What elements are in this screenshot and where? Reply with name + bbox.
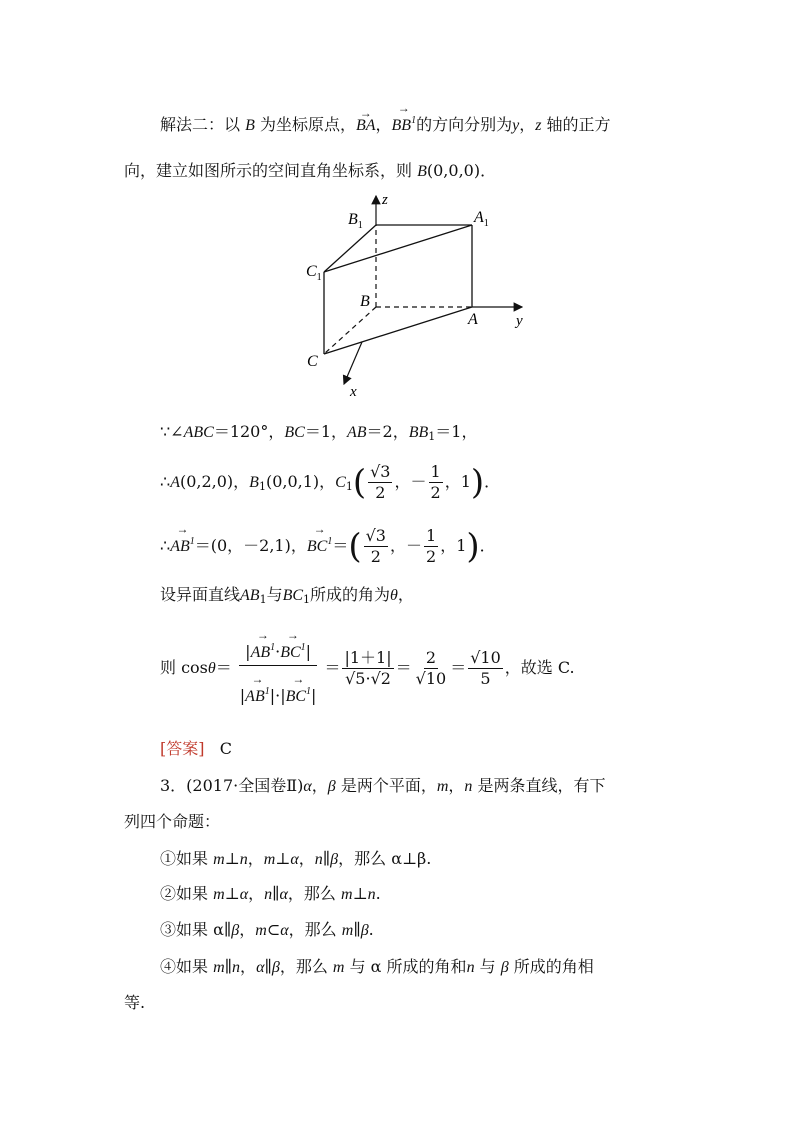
- edge-c1-b1: [324, 225, 376, 272]
- proposition-3: ③如果 α∥β，m⊂α，那么 m∥β.: [160, 920, 374, 939]
- solution-intro-line: 解法二：以 B 为坐标原点，→ BA，→ $BB^1$的方向分别为y，z 轴的正方: [160, 110, 611, 137]
- label-y: y: [516, 313, 523, 329]
- answer-value: C: [219, 739, 233, 758]
- label-x: x: [350, 384, 357, 400]
- vector-bc1: → $BC^1$: [307, 520, 332, 569]
- vector-ab1: → $AB^1$: [170, 520, 195, 569]
- question-3-line-2: 列四个命题：: [124, 812, 221, 831]
- fraction: $\frac{√3}{2}$: [370, 462, 391, 502]
- vector-bb1: → $BB^1$: [392, 110, 417, 137]
- label-a: A: [468, 311, 478, 328]
- fraction: $\frac{1}{2}$: [430, 462, 441, 502]
- given-line: ∵∠ABC＝120°，BC＝1，AB＝2，$BB_1=1$，: [160, 422, 478, 443]
- cosine-formula: 则 cosθ＝ $\frac{|\to AB^1\cdot\to BC^1|}{|\to AB^1|\cdot|\to BC^1|}$ ＝ $\frac{|1+1|}{√5\cdot√2}$ ＝ $\frac{2}{√10}$ ＝ $\frac{√10}{5}$ ，故选 C.: [160, 630, 575, 707]
- vector-ba: → BA: [356, 115, 376, 137]
- angle-definition-line: 设异面直线$AB_1$与$BC_1$所成的角为θ，: [160, 585, 414, 606]
- label-c1: $C_1$: [306, 263, 322, 283]
- x-axis: [344, 342, 362, 384]
- prism-figure: [300, 192, 540, 402]
- label-c: C: [307, 353, 318, 370]
- label-b: B: [360, 293, 370, 310]
- coordinates-line: ∴A(0,2,0)，$B_1(0,0,1)$，$C_1$( $\frac{√3}{2}$ ，－ $\frac{1}{2}$ ，1)．: [160, 462, 501, 503]
- fraction-main: $\frac{|\to AB^1\cdot\to BC^1|}{|\to AB^1|\cdot|\to BC^1|}$: [234, 636, 323, 707]
- proposition-1: ①如果 m⊥n，m⊥α，n∥β，那么 α⊥β.: [160, 849, 432, 868]
- answer-line: [160, 738, 232, 760]
- proposition-4: ④如果 m∥n，α∥β，那么 m 与 α 所成的角和n 与 β 所成的角相: [160, 957, 594, 976]
- edge-c1-a1: [324, 225, 472, 272]
- fraction: $\frac{|1+1|}{√5\cdot√2}$: [344, 648, 392, 688]
- solution-intro-line-2: 向，建立如图所示的空间直角坐标系，则 B(0,0,0)．: [124, 161, 497, 180]
- proposition-4-continued: 等.: [124, 993, 146, 1012]
- label-b1: $B_1$: [348, 211, 363, 231]
- proposition-2: ②如果 m⊥α，n∥α，那么 m⊥n.: [160, 884, 381, 903]
- edge-b-c: [324, 307, 376, 354]
- label-z: z: [382, 192, 388, 208]
- question-3-line-1: 3．(2017·全国卷Ⅱ)α，β 是两个平面，m，n 是两条直线，有下: [160, 776, 606, 795]
- edge-c-a: [324, 307, 472, 354]
- fraction: $\frac{2}{√10}$: [415, 648, 447, 688]
- fraction: $\frac{1}{2}$: [426, 526, 437, 566]
- fraction: $\frac{√10}{5}$: [470, 648, 501, 688]
- label-a1: $A_1$: [474, 209, 489, 229]
- answer-tag: [答案]: [160, 739, 205, 758]
- fraction: $\frac{√3}{2}$: [365, 526, 386, 566]
- vectors-line: ∴→ $AB^1=(0$，－2,1)，→ $BC^1=$( $\frac{√3}{2}$ ，－ $\frac{1}{2}$ ，1)．: [160, 520, 496, 569]
